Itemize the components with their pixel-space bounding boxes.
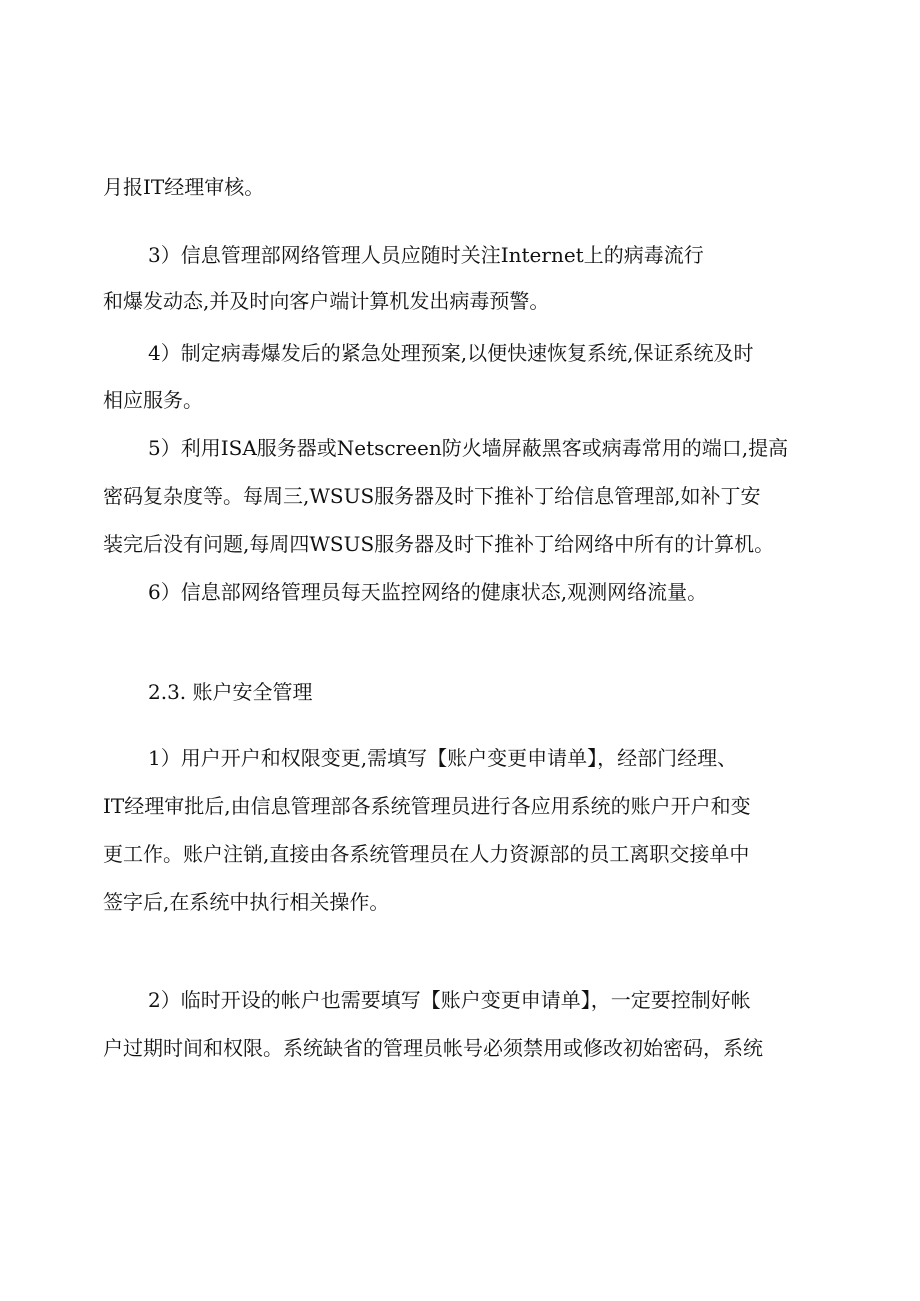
- text-line: 装完后没有问题,每周四WSUS服务器及时下推补丁给网络中所有的计算机。: [103, 532, 775, 556]
- text-line: 月报IT经理审核。: [103, 175, 265, 199]
- text-line: 3）信息管理部网络管理人员应随时关注Internet上的病毒流行: [148, 243, 704, 267]
- text-line: 户过期时间和权限。系统缺省的管理员帐号必须禁用或修改初始密码，系统: [103, 1036, 763, 1060]
- text-line: 签字后,在系统中执行相关操作。: [103, 890, 390, 914]
- text-line: 1）用户开户和权限变更,需填写【账户变更申请单】，经部门经理、: [148, 746, 738, 770]
- section-heading: 2.3. 账户安全管理: [148, 680, 313, 704]
- text-line: 5）利用ISA服务器或Netscreen防火墙屏蔽黑客或病毒常用的端口,提高: [148, 436, 789, 460]
- text-line: 密码复杂度等。每周三,WSUS服务器及时下推补丁给信息管理部,如补丁安: [103, 484, 761, 508]
- text-line: IT经理审批后,由信息管理部各系统管理员进行各应用系统的账户开户和变: [103, 794, 751, 818]
- text-line: 和爆发动态,并及时向客户端计算机发出病毒预警。: [103, 289, 550, 313]
- text-line: 相应服务。: [103, 388, 203, 412]
- text-line: 2）临时开设的帐户也需要填写【账户变更申请单】，一定要控制好帐: [148, 988, 751, 1012]
- text-line: 6）信息部网络管理员每天监控网络的健康状态,观测网络流量。: [148, 580, 708, 604]
- text-line: 4）制定病毒爆发后的紧急处理预案,以便快速恢复系统,保证系统及时: [148, 341, 754, 365]
- text-line: 更工作。账户注销,直接由各系统管理员在人力资源部的员工离职交接单中: [103, 842, 750, 866]
